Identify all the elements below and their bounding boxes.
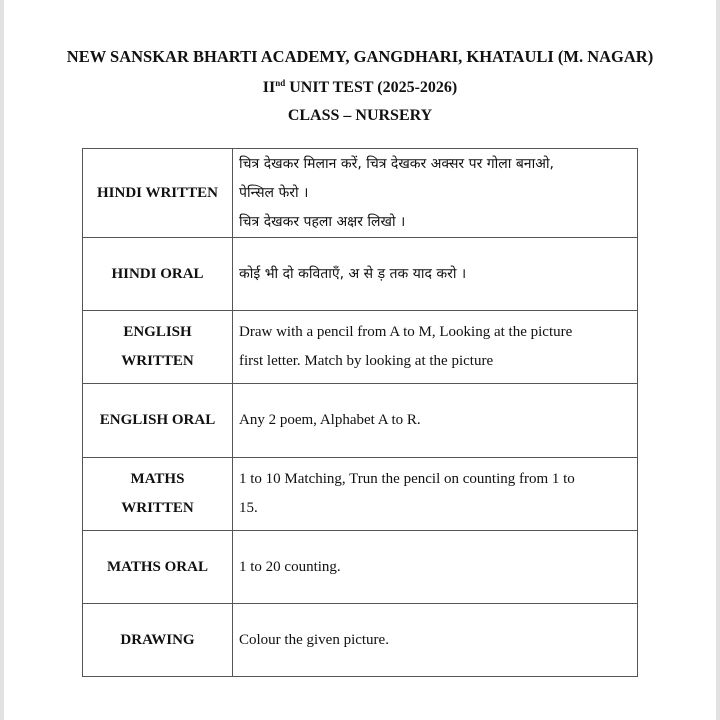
topics-cell: [233, 458, 638, 531]
test-title-text: UNIT TEST (2025-2026): [285, 79, 458, 96]
subject-label: HINDI WRITTEN: [96, 184, 218, 201]
subject-cell: [83, 311, 233, 384]
subject-cell: [83, 149, 233, 238]
topic-line: Draw with a pencil from A to M, Looking at the picture: [239, 324, 573, 340]
subject-label: DRAWING: [120, 631, 195, 648]
topic-line: Any 2 poem, Alphabet A to R.: [239, 412, 421, 428]
topic-line: Colour the given picture.: [239, 631, 389, 648]
topic-line: पेन्सिल फेरो ।: [239, 184, 309, 201]
topics-cell: [233, 531, 638, 604]
table-row-english-oral: [83, 384, 638, 458]
subject-cell: [83, 531, 233, 604]
topics-cell: [233, 149, 638, 238]
table-row-drawing: [83, 604, 638, 677]
topic-line: कोई भी दो कविताएँ, अ से ड़ तक याद करो ।: [239, 265, 467, 282]
table-row-maths-written: [83, 458, 638, 531]
subject-cell: [83, 384, 233, 458]
topic-line: 1 to 10 Matching, Trun the pencil on counting from 1 to: [239, 471, 575, 487]
subject-label: WRITTEN: [121, 353, 194, 369]
subject-label: HINDI ORAL: [111, 265, 204, 282]
table-row-maths-oral: [83, 531, 638, 604]
subject-cell: [83, 238, 233, 311]
topic-line: 15.: [239, 500, 258, 516]
topics-cell: [233, 384, 638, 458]
school-name: NEW SANSKAR BHARTI ACADEMY, GANGDHARI, KHATAULI (M. NAGAR): [66, 47, 654, 66]
subject-label: ENGLISH ORAL: [99, 412, 216, 428]
subject-cell: [83, 458, 233, 531]
topic-line: चित्र देखकर पहला अक्षर लिखो ।: [239, 213, 406, 230]
topics-cell: [233, 311, 638, 384]
class-label: CLASS – NURSERY: [287, 107, 433, 124]
topics-cell: [233, 604, 638, 677]
subject-label: ENGLISH: [123, 324, 192, 340]
table-row-hindi-written: [83, 149, 638, 238]
topic-line: चित्र देखकर मिलान करें, चित्र देखकर अक्सर पर गोला बनाओ,: [239, 155, 554, 172]
subject-label: MATHS ORAL: [107, 558, 208, 575]
topics-cell: [233, 238, 638, 311]
table-row-hindi-oral: [83, 238, 638, 311]
subject-cell: [83, 604, 233, 677]
test-superscript: nd: [275, 78, 286, 88]
topic-line: first letter. Match by looking at the picture: [239, 353, 494, 369]
test-title: [0, 78, 720, 97]
topic-line: 1 to 20 counting.: [239, 558, 341, 575]
subject-label: WRITTEN: [121, 500, 194, 516]
test-prefix: II: [262, 79, 276, 96]
syllabus-table: [82, 148, 638, 677]
subject-label: MATHS: [130, 471, 185, 487]
table-row-english-written: [83, 311, 638, 384]
